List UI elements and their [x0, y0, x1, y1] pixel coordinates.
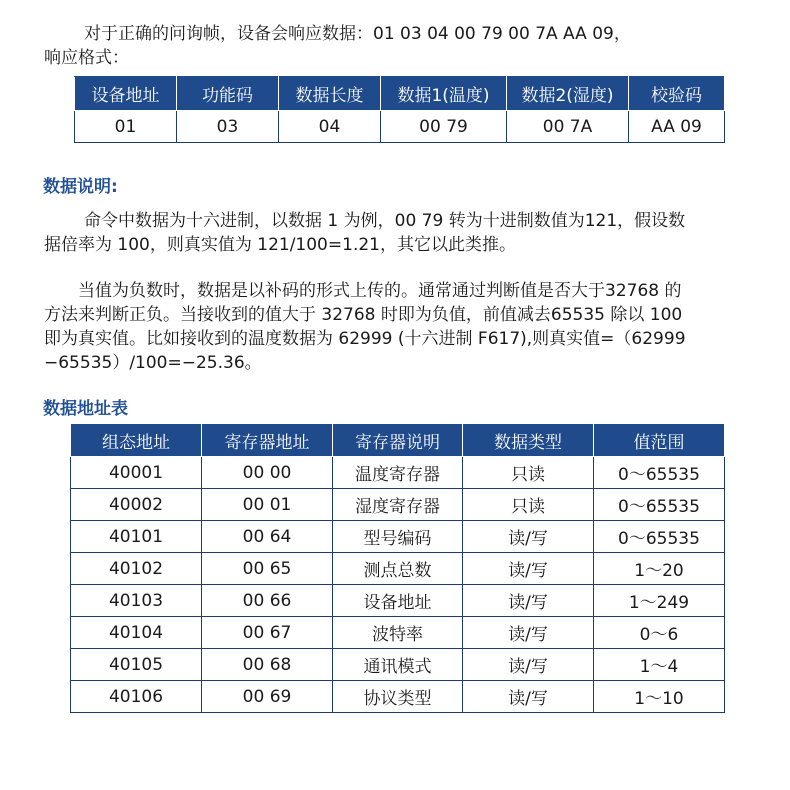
header-function-code: 功能码: [177, 77, 279, 111]
register-address-table: [70, 423, 725, 713]
cell-config-address: 40101: [71, 521, 202, 553]
cell-data-type: 读/写: [463, 617, 594, 649]
cell-value-range: 0～6: [594, 617, 725, 649]
cell-register-address: 00 68: [202, 649, 333, 681]
desc-para2-line2: 方法来判断正负。当接收到的值大于 32768 时即为负值，前值减去65535 除以 100: [44, 305, 683, 325]
table-row: [71, 553, 725, 585]
cell-config-address: 40001: [71, 457, 202, 489]
desc-para2-line4: −65535）/100=−25.36。: [44, 353, 262, 373]
cell-value-range: 1～4: [594, 649, 725, 681]
cell-function-code: 03: [177, 111, 279, 143]
cell-data-type: 读/写: [463, 553, 594, 585]
cell-value-range: 0～65535: [594, 457, 725, 489]
cell-data-type: 读/写: [463, 521, 594, 553]
header-data-type: 数据类型: [463, 424, 594, 457]
cell-register-address: 00 64: [202, 521, 333, 553]
table-row: [71, 457, 725, 489]
cell-data-type: 读/写: [463, 585, 594, 617]
cell-register-address: 00 69: [202, 681, 333, 713]
table-row: [71, 489, 725, 521]
cell-value-range: 1～249: [594, 585, 725, 617]
desc-para2-line3: 即为真实值。比如接收到的温度数据为 62999 (十六进制 F617),则真实值=（62999: [44, 329, 686, 349]
intro-line-2: 响应格式：: [44, 48, 129, 68]
cell-data-type: 读/写: [463, 649, 594, 681]
header-data-length: 数据长度: [279, 77, 381, 111]
cell-config-address: 40002: [71, 489, 202, 521]
cell-register-address: 00 00: [202, 457, 333, 489]
response-format-table: [74, 76, 725, 143]
table-row: [71, 585, 725, 617]
cell-data-length: 04: [279, 111, 381, 143]
cell-register-description: 温度寄存器: [333, 457, 463, 489]
cell-data-type: 读/写: [463, 681, 594, 713]
header-checksum: 校验码: [629, 77, 725, 111]
cell-device-address: 01: [75, 111, 177, 143]
cell-register-address: 00 67: [202, 617, 333, 649]
cell-register-address: 00 65: [202, 553, 333, 585]
cell-config-address: 40105: [71, 649, 202, 681]
cell-config-address: 40103: [71, 585, 202, 617]
cell-register-address: 00 01: [202, 489, 333, 521]
header-config-address: 组态地址: [71, 424, 202, 457]
table-row: [71, 649, 725, 681]
table-row: [71, 521, 725, 553]
header-device-address: 设备地址: [75, 77, 177, 111]
cell-value-range: 0～65535: [594, 489, 725, 521]
cell-config-address: 40104: [71, 617, 202, 649]
cell-register-description: 型号编码: [333, 521, 463, 553]
cell-data-type: 只读: [463, 457, 594, 489]
table-row: [71, 681, 725, 713]
header-register-description: 寄存器说明: [333, 424, 463, 457]
desc-para1-line2: 据倍率为 100，则真实值为 121/100=1.21，其它以此类推。: [44, 235, 516, 255]
cell-register-address: 00 66: [202, 585, 333, 617]
cell-value-range: 1～20: [594, 553, 725, 585]
cell-data2: 00 7A: [507, 111, 629, 143]
cell-data-type: 只读: [463, 489, 594, 521]
table-row: [75, 111, 725, 143]
cell-config-address: 40106: [71, 681, 202, 713]
address-table-heading: 数据地址表: [43, 399, 128, 419]
cell-value-range: 1～10: [594, 681, 725, 713]
data-description-heading: 数据说明:: [43, 177, 118, 197]
desc-para1-line1: 命令中数据为十六进制，以数据 1 为例，00 79 转为十进制数值为121，假设数: [84, 211, 686, 231]
cell-value-range: 0～65535: [594, 521, 725, 553]
cell-register-description: 测点总数: [333, 553, 463, 585]
header-register-address: 寄存器地址: [202, 424, 333, 457]
header-data1-temperature: 数据1(温度): [381, 77, 507, 111]
header-value-range: 值范围: [594, 424, 725, 457]
header-data2-humidity: 数据2(湿度): [507, 77, 629, 111]
cell-register-description: 波特率: [333, 617, 463, 649]
intro-line-1: 对于正确的问询帧，设备会响应数据：01 03 04 00 79 00 7A AA 09，: [84, 24, 631, 44]
cell-config-address: 40102: [71, 553, 202, 585]
cell-checksum: AA 09: [629, 111, 725, 143]
cell-register-description: 设备地址: [333, 585, 463, 617]
cell-register-description: 通讯模式: [333, 649, 463, 681]
table-row: [71, 617, 725, 649]
desc-para2-line1: 当值为负数时，数据是以补码的形式上传的。通常通过判断值是否大于32768 的: [78, 281, 682, 301]
cell-register-description: 湿度寄存器: [333, 489, 463, 521]
cell-register-description: 协议类型: [333, 681, 463, 713]
cell-data1: 00 79: [381, 111, 507, 143]
